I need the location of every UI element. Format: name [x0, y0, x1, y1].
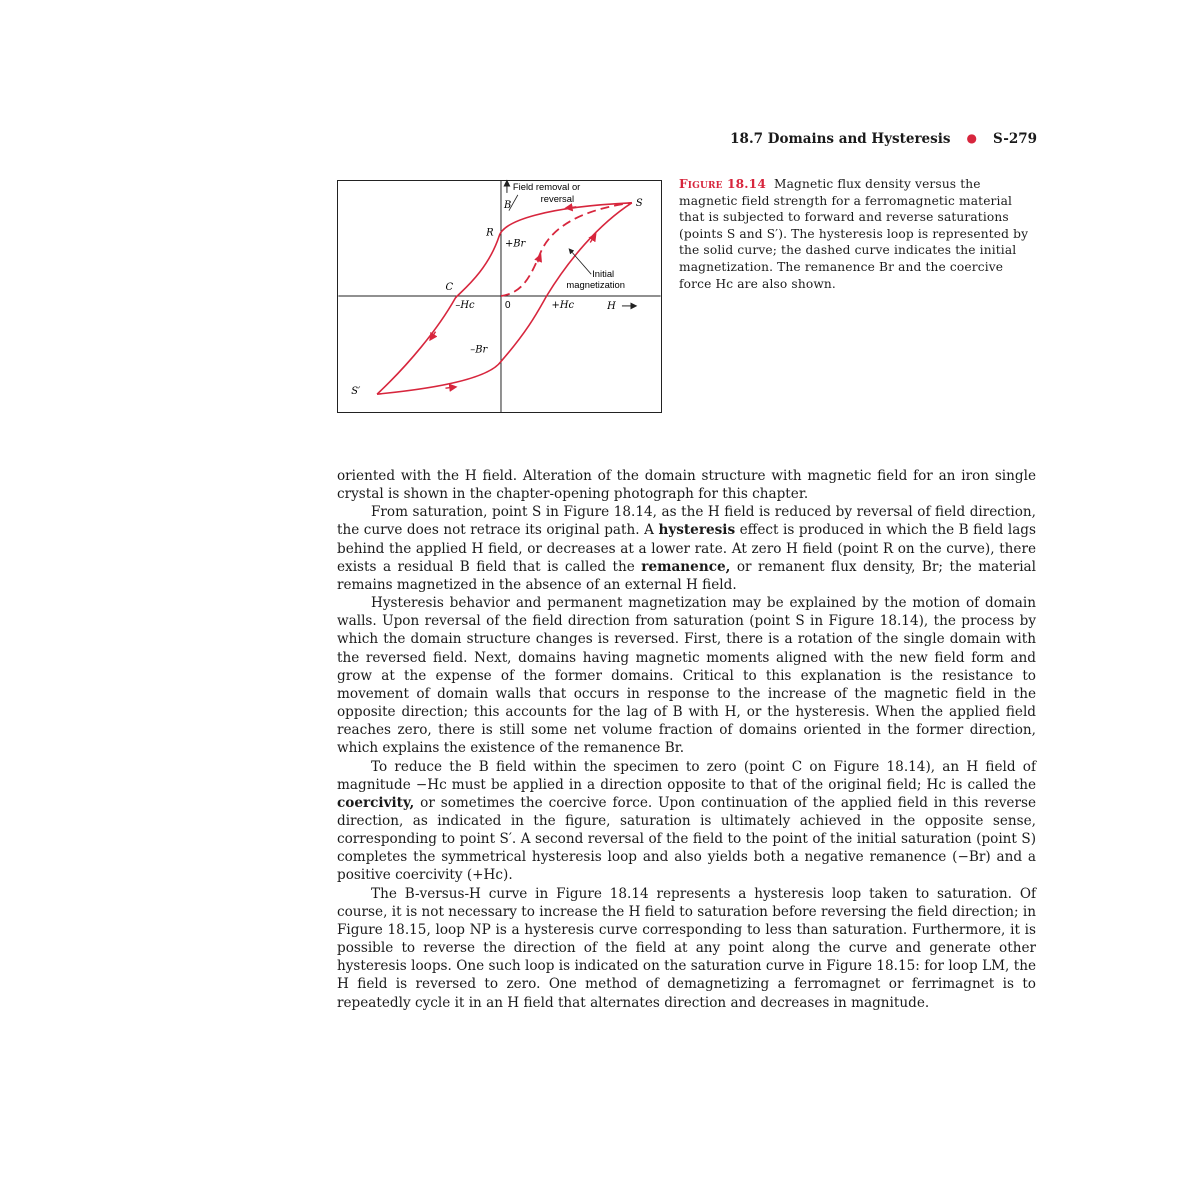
caption-figure-label: Figure 18.14 [679, 177, 766, 191]
plus-hc-label: +Hc [551, 299, 575, 311]
term-remanence: remanence, [641, 558, 731, 575]
term-hysteresis: hysteresis [658, 522, 736, 539]
paragraph-2-b: effect is produced in which the B field lags behind the applied H field, or decreases at a lower rate. At zero H field (point R on the curve), there exists a residual B field that is called the [337, 522, 1036, 575]
upper-branch-curve [377, 203, 632, 394]
origin-label: 0 [504, 299, 511, 311]
paragraph-1: oriented with the H field. Alteration of the domain structure with magnetic field for an iron single crystal is shown in the chapter-opening photograph for this chapter. [337, 468, 1036, 503]
paragraph-4-b: or sometimes the coercive force. Upon continuation of the applied field in this reverse direction, as indicated in the figure, saturation is ultimately achieved in the opposite sense, corresponding to point S′. A second reversal of the field to the point of the initial saturation (point S) completes the symmetrical hysteresis loop and also yields both a negative remanence (−Br) and a positive coercivity (+Hc). [337, 794, 1036, 884]
body-text [337, 467, 1036, 1012]
point-c-label: C [445, 282, 454, 294]
field-removal-label: Field removal or [512, 180, 581, 192]
term-coercivity: coercivity, [337, 794, 415, 811]
caption-text: Magnetic flux density versus the magnetic field strength for a ferromagnetic material that is subjected to forward and reverse saturations (points S and S′). The hysteresis loop is represented by the solid curve; the dashed curve indicates the initial magnetization. The remanence Br and the coercive force Hc are also shown. [679, 177, 1029, 291]
paragraph-4 [337, 758, 1036, 885]
hysteresis-diagram [338, 181, 661, 412]
minus-br-label: –Br [470, 344, 488, 356]
arrow-upper [568, 207, 576, 208]
pointer-initial [570, 250, 591, 274]
point-s-label: S [635, 197, 643, 209]
page-number: S-279 [992, 131, 1037, 147]
paragraph-2-c: or remanent flux density, Br; the material remains magnetized in the absence of an external H field. [337, 558, 1036, 593]
h-axis-label: H [607, 300, 616, 312]
figure-caption [679, 176, 1034, 292]
magnetization-label: magnetization [566, 279, 625, 291]
paragraph-2-a: From saturation, point S in Figure 18.14, as the H field is reduced by reversal of field direction, the curve does not retrace its original path. A [337, 504, 1036, 539]
paragraph-3: Hysteresis behavior and permanent magnetization may be explained by the motion of domain walls. Upon reversal of the field direction from saturation (point S in Figure 18.14), the process by which the domain structure changes is reversed. First, there is a rotation of the single domain with the reversed field. Next, domains having magnetic moments aligned with the new field form and grow at the expense of the former domains. Critical to this explanation is the resistance to movement of domain walls that occurs in response to the increase of the magnetic field in the opposite direction; this accounts for the lag of B with H, or the hysteresis. When the applied field reaches zero, there is still some net volume fraction of domains oriented in the former direction, which explains the existence of the remanence Br. [337, 595, 1036, 757]
b-axis-label: B [503, 199, 512, 211]
point-s-prime-label: S′ [351, 386, 361, 398]
paragraph-4-a: To reduce the B field within the specimen to zero (point C on Figure 18.14), an H field of magnitude −Hc must be applied in a direction opposite to that of the original field; Hc is called the [337, 758, 1036, 793]
running-head [730, 131, 1037, 147]
section-title: 18.7 Domains and Hysteresis [730, 131, 951, 147]
hysteresis-figure [337, 180, 662, 413]
lower-branch-curve [377, 203, 632, 394]
plus-br-label: +Br [504, 238, 526, 250]
minus-hc-label: –Hc [455, 299, 475, 311]
initial-label: Initial [592, 268, 615, 280]
arrow-lower [445, 387, 453, 388]
point-r-label: R [486, 227, 494, 239]
paragraph-2 [337, 503, 1036, 594]
reversal-label: reversal [540, 192, 575, 204]
paragraph-5: The B-versus-H curve in Figure 18.14 represents a hysteresis loop taken to saturation. Of course, it is not necessary to increase the H field to saturation before reversing the field direction; in Figure 18.15, loop NP is a hysteresis curve corresponding to less than saturation. Furthermore, it is possible to reverse the direction of the field at any point along the curve and generate other hysteresis loops. One such loop is indicated on the saturation curve in Figure 18.15: for loop LM, the H field is reversed to zero. One method of demagnetizing a ferromagnet or ferrimagnet is to repeatedly cycle it in an H field that alternates direction and decreases in magnitude. [337, 885, 1036, 1011]
bullet-icon: ● [966, 131, 977, 145]
